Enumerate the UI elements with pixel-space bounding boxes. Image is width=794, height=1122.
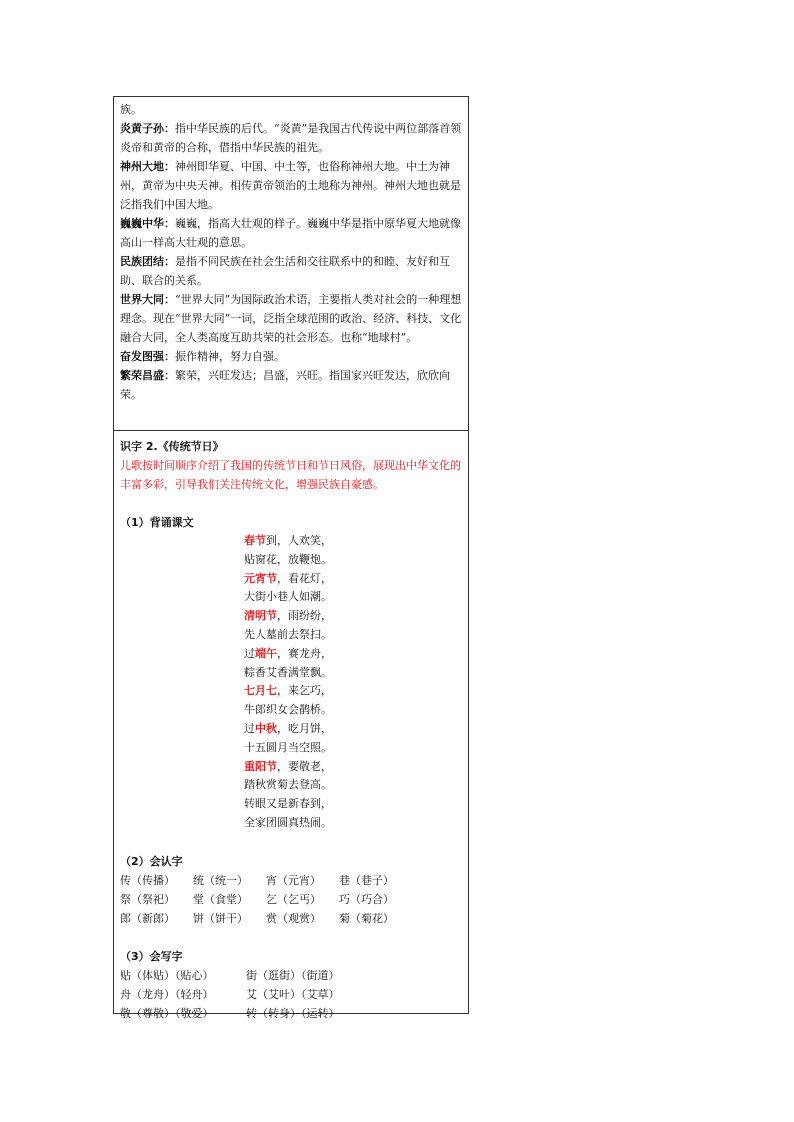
char-item: 传（传播）: [120, 873, 175, 887]
festival-name: 清明节: [244, 609, 277, 623]
recite-heading: （1）背诵课文: [120, 516, 194, 529]
recognize-grid: [120, 871, 462, 928]
char-item: 统（统一）: [193, 873, 248, 887]
char-item: 巧（巧合）: [339, 892, 394, 906]
poem-text-part: ，看花灯，: [277, 571, 332, 585]
poem-line: [244, 814, 462, 833]
char-item: 乞（乞丐）: [266, 892, 321, 906]
poem-text: [120, 532, 462, 833]
poem-text-part: 踏秋赏菊去登高。: [244, 778, 332, 792]
festival-name: 七月七: [244, 684, 277, 698]
char-row: [120, 890, 462, 909]
festival-name: 元宵节: [244, 571, 277, 585]
vocab-entry: [120, 290, 462, 347]
vocab-entry: [120, 157, 462, 214]
vocab-definition: 指中华民族的后代。“炎黄”是我国古代传说中两位部落首领炎帝和黄帝的合称，借指中华民族的祖先。: [120, 122, 462, 154]
poem-line: [244, 607, 462, 626]
char-item: 赏（观赏）: [266, 911, 321, 925]
vocab-definition: 族。: [120, 103, 142, 116]
vocab-term: 炎黄子孙：: [120, 122, 175, 135]
poem-line: [244, 682, 462, 701]
poem-text-part: 转眼又是新春到，: [244, 797, 332, 811]
poem-line: [244, 720, 462, 739]
poem-line: [244, 776, 462, 795]
poem-line: [244, 664, 462, 683]
char-row: [120, 909, 462, 928]
poem-line: [244, 626, 462, 645]
poem-text-part: 过: [244, 721, 255, 735]
poem-line: [244, 701, 462, 720]
vocab-entry: [120, 347, 462, 366]
poem-text-part: ，来乞巧，: [277, 684, 332, 698]
vocab-entry: [120, 119, 462, 157]
lesson-cell: [114, 431, 468, 1020]
char-item: 舟（龙舟）（轻舟）: [120, 987, 214, 1001]
char-item: 郎（新郎）: [120, 911, 175, 925]
notes-table: [113, 96, 469, 1020]
char-item: 街（逛街）（街道）: [246, 968, 340, 982]
poem-text-part: 过: [244, 646, 255, 660]
vocab-entry: [120, 100, 462, 119]
char-item: 祭（祭祀）: [120, 892, 175, 906]
poem-text-part: ，要敬老，: [277, 759, 332, 773]
vocab-term: 世界大同：: [120, 293, 175, 306]
poem-line: [244, 570, 462, 589]
poem-text-part: ，吃月饼，: [277, 721, 332, 735]
write-grid: [120, 966, 462, 1023]
char-item: 堂（食堂）: [193, 892, 248, 906]
poem-line: [244, 645, 462, 664]
spacer: [120, 833, 462, 852]
poem-text-part: 到，人欢笑，: [266, 534, 332, 547]
vocab-entry: [120, 366, 462, 404]
poem-text-part: ，雨纷纷，: [277, 609, 332, 623]
poem-text-part: ，赛龙舟，: [277, 646, 332, 660]
vocab-term: 神州大地：: [120, 160, 175, 173]
poem-text-part: 粽香艾香满堂飘。: [244, 665, 332, 679]
char-item: 饼（饼干）: [193, 911, 248, 925]
write-heading: （3）会写字: [120, 949, 183, 963]
vocab-term: 民族团结：: [120, 255, 175, 268]
char-item: 巷（巷子）: [339, 873, 394, 887]
poem-text-part: 贴窗花，放鞭炮。: [244, 552, 332, 566]
festival-name: 端午: [255, 646, 277, 660]
vocabulary-cell: [114, 97, 468, 431]
poem-line: [244, 739, 462, 758]
vocab-definition: 繁荣，兴旺发达；昌盛，兴旺。指国家兴旺发达，欣欣向荣。: [120, 369, 450, 401]
festival-name: 春节: [244, 534, 266, 547]
spacer: [120, 928, 462, 947]
vocab-definition: 巍巍，指高大壮观的样子。巍巍中华是指中原华夏大地就像高山一样高大壮观的意思。: [120, 217, 461, 249]
poem-text-part: 大街小巷人如潮。: [244, 590, 332, 604]
poem-text-part: 全家团圆真热闹。: [244, 815, 332, 829]
char-row: [120, 985, 462, 1004]
vocab-entry: [120, 214, 462, 252]
festival-name: 重阳节: [244, 759, 277, 773]
poem-line: [244, 758, 462, 777]
poem-text-part: 牛郎织女会鹊桥。: [244, 703, 332, 717]
lesson-summary: 儿歌按时间顺序介绍了我国的传统节日和节日风俗，展现出中华文化的丰富多彩，引导我们关注传统文化，增强民族自豪感。: [120, 459, 461, 491]
char-item: 转（转身）（运转）: [246, 1006, 340, 1020]
vocab-definition: 是指不同民族在社会生活和交往联系中的和睦、友好和互助、联合的关系。: [120, 255, 450, 287]
poem-line: [244, 551, 462, 570]
char-row: [120, 966, 462, 985]
char-item: 艾（艾叶）（艾草）: [246, 987, 340, 1001]
poem-text-part: 十五圆月当空照。: [244, 740, 332, 754]
festival-name: 中秋: [255, 721, 277, 735]
char-item: 菊（菊花）: [339, 911, 394, 925]
char-row: [120, 1004, 462, 1023]
vocab-definition: 神州即华夏、中国、中土等，也俗称神州大地。中土为神州，黄帝为中央天神。相传黄帝领治的土地称为神州。神州大地也就是泛指我们中国大地。: [120, 160, 461, 211]
vocab-definition: “世界大同”为国际政治术语，主要指人类对社会的一种理想理念。现在“世界大同”一词，泛指全球范围的政治、经济、科技、文化融合大同，全人类高度互助共荣的社会形态。也称“地球村”。: [120, 293, 462, 344]
recognize-heading: （2）会认字: [120, 854, 183, 868]
vocab-term: 繁荣昌盛：: [120, 369, 175, 382]
spacer: [120, 494, 462, 513]
char-row: [120, 871, 462, 890]
char-item: 敬（尊敬）（敬爱）: [120, 1006, 214, 1020]
char-item: 贴（体贴）（贴心）: [120, 968, 214, 982]
poem-line: [244, 795, 462, 814]
lesson-title: 识字 2.《传统节日》: [120, 440, 224, 453]
vocab-term: 奋发图强：: [120, 350, 175, 363]
poem-line: [244, 532, 462, 551]
char-item: 宵（元宵）: [266, 873, 321, 887]
vocab-definition: 振作精神，努力自强。: [175, 350, 285, 363]
vocab-entry: [120, 252, 462, 290]
poem-text-part: 先人墓前去祭扫。: [244, 627, 332, 641]
poem-line: [244, 588, 462, 607]
vocab-term: 巍巍中华：: [120, 217, 175, 230]
